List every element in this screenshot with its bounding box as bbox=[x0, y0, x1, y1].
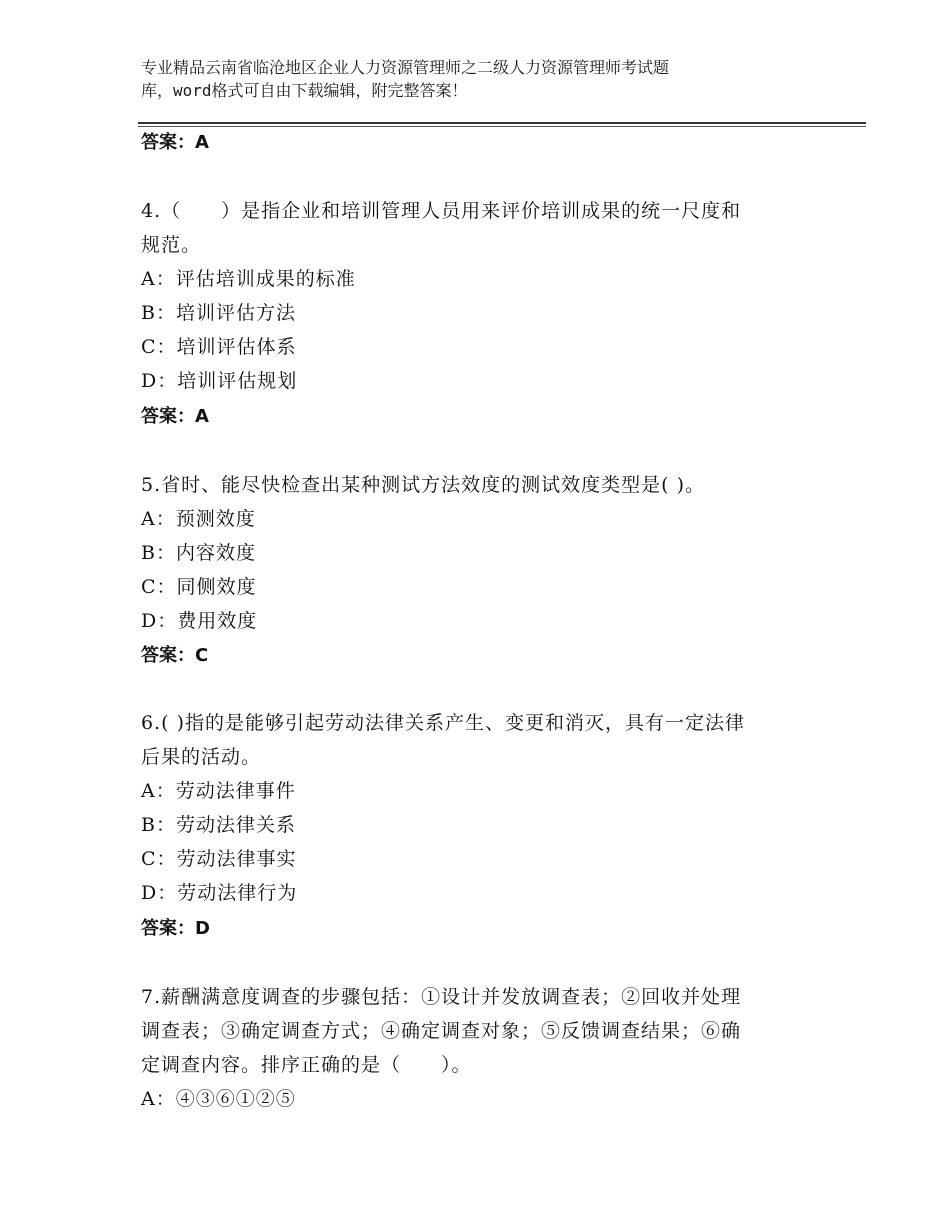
question-6-stem bbox=[141, 706, 821, 774]
question-line: 6.( )指的是能够引起劳动法律关系产生、变更和消灭，具有一定法律 bbox=[141, 712, 745, 734]
document-header bbox=[141, 56, 821, 102]
option-d: D：培训评估规划 bbox=[141, 370, 298, 392]
option-b: B：培训评估方法 bbox=[141, 302, 296, 324]
answer-question-6: 答案：D bbox=[141, 918, 210, 939]
question-line: 规范。 bbox=[141, 234, 202, 256]
header-title-line-1: 专业精品云南省临沧地区企业人力资源管理师之二级人力资源管理师考试题 bbox=[141, 58, 670, 77]
option-b: B：内容效度 bbox=[141, 542, 256, 564]
answer-question-4: 答案：A bbox=[141, 406, 209, 427]
header-rule-thin bbox=[138, 126, 866, 127]
option-a: A：预测效度 bbox=[141, 508, 256, 530]
answer-question-5: 答案：C bbox=[141, 645, 209, 666]
option-c: C：劳动法律事实 bbox=[141, 848, 297, 870]
question-4 bbox=[141, 194, 821, 398]
option-c: C：培训评估体系 bbox=[141, 336, 297, 358]
question-5 bbox=[141, 468, 821, 638]
option-a: A：劳动法律事件 bbox=[141, 780, 296, 802]
answer-previous: 答案：A bbox=[141, 132, 209, 153]
question-line: 7.薪酬满意度调查的步骤包括：①设计并发放调查表；②回收并处理 bbox=[141, 986, 742, 1008]
question-line: 4.（ ）是指企业和培训管理人员用来评价培训成果的统一尺度和 bbox=[141, 200, 742, 222]
question-line: 调查表；③确定调查方式；④确定调查对象；⑤反馈调查结果；⑥确 bbox=[141, 1020, 742, 1042]
option-a: A：④③⑥①②⑤ bbox=[141, 1088, 296, 1110]
question-line: 定调查内容。排序正确的是（ ）。 bbox=[141, 1054, 472, 1076]
question-7-stem bbox=[141, 980, 821, 1082]
option-a: A：评估培训成果的标准 bbox=[141, 268, 356, 290]
question-line: 后果的活动。 bbox=[141, 746, 262, 768]
question-5-stem bbox=[141, 468, 821, 502]
option-d: D：费用效度 bbox=[141, 610, 258, 632]
option-b: B：劳动法律关系 bbox=[141, 814, 296, 836]
header-title-line-2: 库，word格式可自由下载编辑，附完整答案！ bbox=[141, 81, 468, 100]
question-6 bbox=[141, 706, 821, 910]
question-line: 5.省时、能尽快检查出某种测试方法效度的测试效度类型是( )。 bbox=[141, 474, 705, 496]
option-d: D：劳动法律行为 bbox=[141, 882, 298, 904]
header-rule-thick bbox=[138, 122, 866, 124]
question-4-stem bbox=[141, 194, 821, 262]
question-7 bbox=[141, 980, 821, 1116]
option-c: C：同侧效度 bbox=[141, 576, 257, 598]
